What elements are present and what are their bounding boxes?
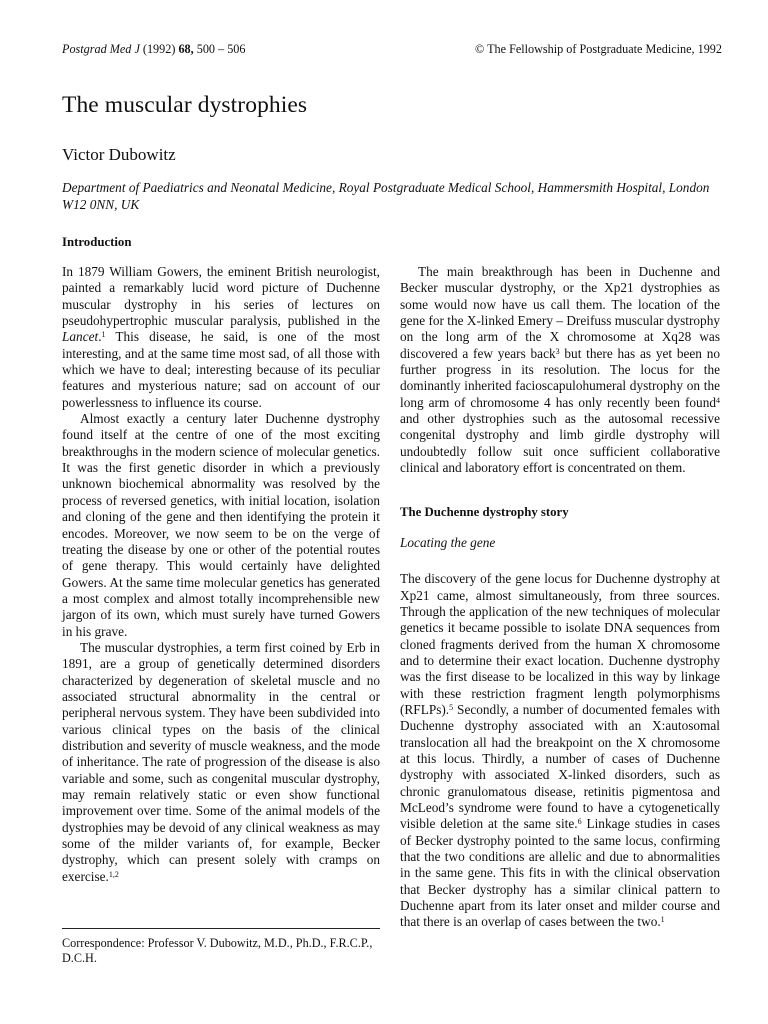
citation-ref: 5 xyxy=(449,702,454,712)
paragraph xyxy=(62,640,380,885)
paragraph xyxy=(400,571,720,931)
right-column xyxy=(400,264,720,931)
correspondence-footnote: Correspondence: Professor V. Dubowitz, M.D., Ph.D., F.R.C.P., D.C.H. xyxy=(62,936,373,965)
author-affiliation: Department of Paediatrics and Neonatal Medicine, Royal Postgraduate Medical School, Hammersmith Hospital, London W12 0NN, UK xyxy=(62,180,710,212)
text-run: The main breakthrough has been in Duchenne and Becker muscular dystrophy, or the Xp21 dystrophies as some would now have us call them. The location of the gene for the X-linked Emery – Dreifuss muscular dystrophy on the long arm of the X chromosome at Xq28 was discovered a few years back xyxy=(400,264,720,361)
journal-volume: 68, xyxy=(178,42,194,56)
journal-year: (1992) xyxy=(139,42,179,56)
citation-ref: 3 xyxy=(555,346,560,356)
text-run: Secondly, a number of documented females with Duchenne dystrophy associated with an X:autosomal translocation all had the breakpoint on the X chromosome at this locus. Thirdly, a number of cases of Duchenne dystrophy with associated X-linked disorders, such as chronic granulomatous disease, retinitis pigmentosa and McLeod’s syndrome were found to have a cytogenetically visible deletion at the same site. xyxy=(400,701,720,832)
text-run: . xyxy=(98,329,102,345)
citation-ref: 4 xyxy=(716,395,720,405)
running-header xyxy=(62,42,722,58)
introduction-heading: Introduction xyxy=(62,235,132,249)
text-run: The discovery of the gene locus for Duchenne dystrophy at Xp21 came, almost simultaneously, from three sources. Through the application of the new techniques of molecular genetics it became possible to isolate DNA sequences from cloned fragments derived from the human X chromosome and to determine their exact location. Duchenne dystrophy was the first disease to be localized in this way by linkage with these restriction fragment length polymorphisms (RFLPs). xyxy=(400,571,720,717)
text-run: Linkage studies in cases of Becker dystrophy pointed to the same locus, confirming that the two conditions are allelic and due to abnormalities in the same gene. This fits in with the clinical observation that Becker dystrophy has a similar clinical pattern to Duchenne apart from its later onset and milder course and that there is an overlap of cases between the two. xyxy=(400,816,720,930)
journal-citation xyxy=(62,42,245,57)
text-run: The muscular dystrophies, a term first coined by Erb in 1891, are a group of genetically determined disorders characterized by degeneration of skeletal muscle and no associated structural abnormality in the central or peripheral nervous system. They have been subdivided into various clinical types on the basis of the clinical distribution and severity of muscle weakness, and the mode of inheritance. The rate of progression of the disease is also variable and some, such as congenital muscular dystrophy, may remain relatively static or even show functional improvement over time. Some of the animal models of the dystrophies may be devoid of any clinical weakness as may some of the milder variants of, for example, Becker dystrophy, which can present solely with cramps on exercise. xyxy=(62,639,380,884)
text-run: In 1879 William Gowers, the eminent British neurologist, painted a remarkably lucid word picture of Duchenne muscular dystrophy in his series of lectures on pseudohypertrophic muscular paralysis, published in the xyxy=(62,264,380,329)
journal-name: Postgrad Med J xyxy=(62,42,140,56)
paragraph xyxy=(62,264,380,411)
journal-reference: Lancet xyxy=(62,329,99,345)
author-name: Victor Dubowitz xyxy=(62,145,176,164)
text-run: and other dystrophies such as the autosomal recessive congenital dystrophy and limb girdle dystrophy will undoubtedly follow suit once sufficient collaborative clinical and laboratory effort is concentrated on them. xyxy=(400,411,720,476)
paragraph: Almost exactly a century later Duchenne dystrophy found itself at the centre of one of the most exciting breakthroughs in the modern science of molecular genetics. It was the first genetic disorder in which a previously unknown biochemical abnormality was resolved by the process of reversed genetics, with initial location, isolation and cloning of the gene and then identifying the protein it encodes. Moreover, we now seem to be on the verge of treating the disease by one or other of the potential routes of gene therapy. This would certainly have delighted Gowers. At the same time molecular genetics has generated a most complex and almost totally incomprehensible new jargon of its own, which must surely have turned Gowers in his grave. xyxy=(62,411,380,639)
copyright-notice: © The Fellowship of Postgraduate Medicine, 1992 xyxy=(475,42,722,56)
citation-ref: 1 xyxy=(101,330,106,340)
paragraph xyxy=(400,264,720,476)
section-heading: The Duchenne dystrophy story xyxy=(400,505,569,520)
left-column xyxy=(62,264,380,885)
article-title: The muscular dystrophies xyxy=(62,92,308,118)
text-run: but there has as yet been no further progress in its resolution. The locus for the dominantly inherited facioscapulohumeral dystrophy on the long arm of chromosome 4 has only recently been found xyxy=(400,345,720,410)
footnote-divider xyxy=(62,928,380,929)
citation-ref: 6 xyxy=(577,817,582,827)
text-run: This disease, he said, is one of the most interesting, and at the same time most sad, of all those with which we have to deal; interesting because of its peculiar features and mysterious nature; sad on account of our powerlessness to influence its course. xyxy=(62,329,380,410)
citation-ref: 1 xyxy=(660,915,665,925)
citation-ref: 1,2 xyxy=(108,869,119,879)
subsection-heading: Locating the gene xyxy=(400,534,496,550)
journal-pages: 500 – 506 xyxy=(193,42,246,56)
